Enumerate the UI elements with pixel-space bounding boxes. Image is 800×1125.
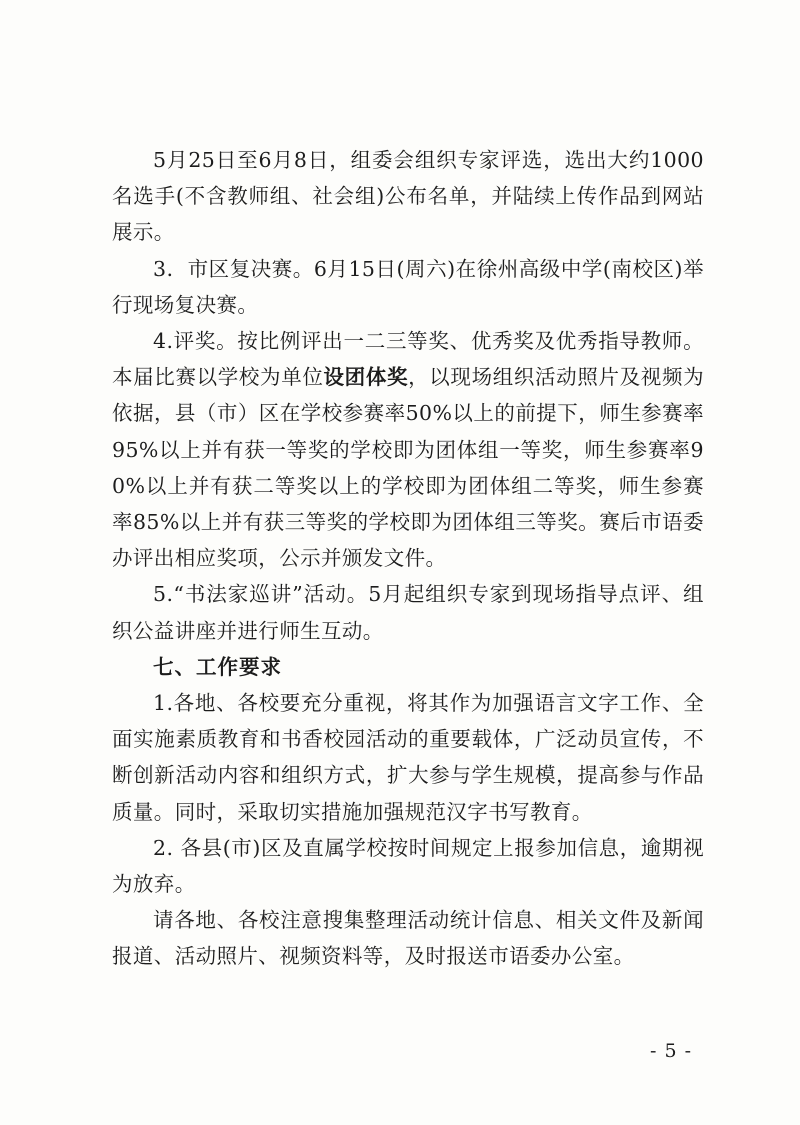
section-heading-work-requirements: 七、工作要求: [153, 654, 282, 679]
paragraph-calligrapher-tour: 5.“书法家巡讲”活动。5月起组织专家到现场指导点评、组织公益讲座并进行师生互动。: [112, 582, 704, 643]
paragraph-awards: [112, 323, 704, 576]
document-body: [112, 142, 704, 975]
paragraph-final-round: 3．市区复决赛。6月15日(周六)在徐州高级中学(南校区)举行现场复决赛。: [112, 256, 704, 317]
page-number: - 5 -: [650, 1040, 693, 1062]
paragraph-selection-schedule: 5月25日至6月8日，组委会组织专家评选，选出大约1000名选手(不含教师组、社会组)公布名单，并陆续上传作品到网站展示。: [112, 148, 704, 245]
paragraph-requirement-2: 2. 各县(市)区及直属学校按时间规定上报参加信息，逾期视为放弃。: [112, 835, 704, 897]
awards-text-before: 4.评奖。按比例评出一二三等奖、优秀奖及优秀指导教师。本届比赛以学校为单位: [112, 329, 704, 390]
awards-text-bold: 设团体奖: [323, 365, 409, 390]
awards-text-after: ，以现场组织活动照片及视频为依据，县（市）区在学校参赛率50%以上的前提下，师生参赛率95%以上并有获一等奖的学校即为团体组一等奖，师生参赛率90%以上并有获二等奖以上的学校即为团体组二等奖，师生参赛率85%以上并有获三等奖的学校即为团体组三等奖。赛后市语委办评出相应奖项，公示并颁发文件。: [112, 365, 704, 571]
paragraph-requirement-1: 1.各地、各校要充分重视，将其作为加强语言文字工作、全面实施素质教育和书香校园活动的重要载体，广泛动员宣传，不断创新活动内容和组织方式，扩大参与学生规模，提高参与作品质量。同时，采取切实措施加强规范汉字书写教育。: [112, 691, 704, 824]
paragraph-reporting-note: 请各地、各校注意搜集整理活动统计信息、相关文件及新闻报道、活动照片、视频资料等，及时报送市语委办公室。: [112, 908, 704, 969]
